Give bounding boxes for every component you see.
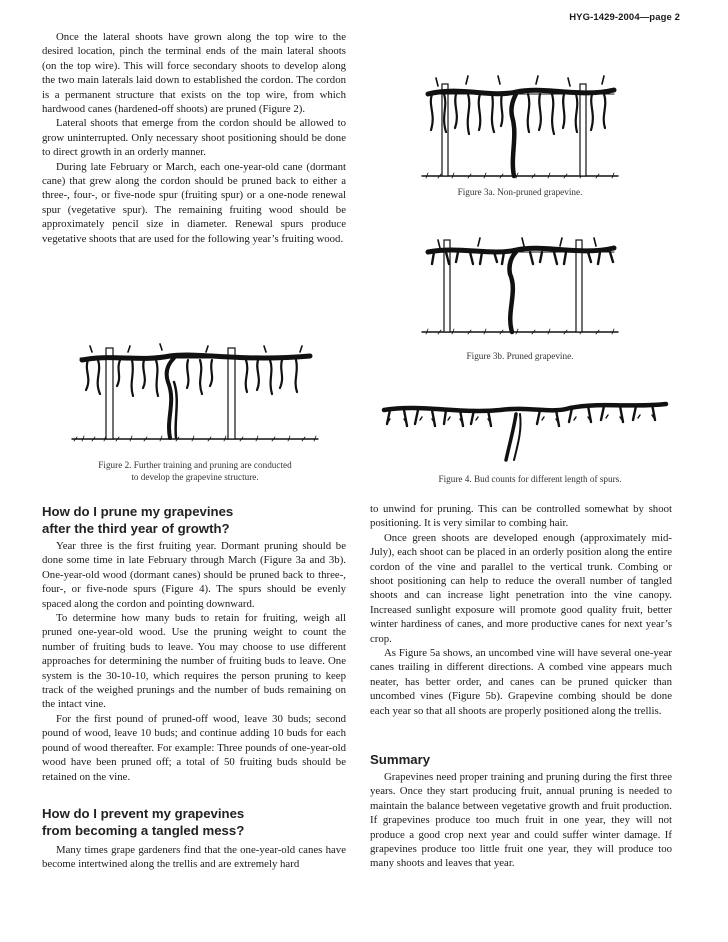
paragraph: Year three is the first fruiting year. Dormant pruning should be done some time in late February through March (Figure 3a and 3b). One-year-old wood (dormant canes) should be pruned back to three-, four-, or five-node spurs (Figure 4). The spurs should be evenly spaced along the cordon and pointing downward.: [42, 540, 346, 610]
heading-line: after the third year of growth?: [42, 521, 230, 536]
paragraph: As Figure 5a shows, an uncombed vine will have several one-year canes trailing in different directions. A combed vine appears much neater, has better order, and canes can be pruned quicker than uncombed vines (Figure 5b). Grapevine combing should be done each year so that all shoots are properly positioned along the trellis.: [370, 647, 672, 717]
heading-line: from becoming a tangled mess?: [42, 823, 245, 838]
section-heading: [42, 805, 346, 839]
section-heading: [42, 503, 346, 537]
figure-2-caption: [60, 459, 330, 483]
paragraph: to unwind for pruning. This can be controlled somewhat by shoot positioning. It is very similar to combing hair.: [370, 503, 672, 530]
figure-3a-caption: Figure 3a. Non-pruned grapevine.: [457, 187, 583, 197]
paragraph: For the first pound of pruned-off wood, leave 30 buds; second pound of wood, leave 10 buds; and continue adding 10 buds for each pound of wood thereafter. For example: Three pounds of one-year-old wood have been pruned off; a total of 50 fruiting buds should be retained on the vine.: [42, 712, 346, 783]
paragraph: Lateral shoots that emerge from the cordon should be allowed to grow uninterrupted. Only necessary shoot positioning should be done to direct growth in an orderly manner.: [42, 117, 346, 159]
section-heading: Summary: [370, 752, 431, 767]
paragraph: Once the lateral shoots have grown along the top wire to the desired location, pinch the terminal ends of the main lateral shoots (on the top wire). This will force secondary shoots to develop along the two main laterals laid down to established the cordon. The cordon is a permanent structure that exists on the top wire, from which hardwood canes (hardened-off shoots) are pruned (Figure 2).: [42, 31, 346, 116]
grapevine-training-drawing: [70, 338, 320, 448]
section-prevent-tangled: [42, 805, 346, 872]
caption-line: to develop the grapevine structure.: [131, 472, 259, 482]
figure-4-caption: Figure 4. Bud counts for different length of spurs.: [438, 474, 622, 484]
figure-3b-illustration: [420, 222, 620, 340]
paragraph: Once green shoots are developed enough (approximately mid-July), each shoot can be placed in an orderly position along the entire cordon of the vine and parallel to the vertical trunk. Combing or shoot positioning can help to reduce the overall number of tangled shoots and can increase light penetration into the vine canopy. Increased sunlight exposure will promote good quality fruit, better winter hardiness of canes, and more productive canes for next year’s crop.: [370, 531, 672, 645]
caption-line: Figure 2. Further training and pruning are conducted: [98, 460, 292, 470]
paragraph: Grapevines need proper training and pruning during the first three years. Once they start producing fruit, annual pruning is needed to maintain the balance between vegetative growth and fruit production. If grapevines produce too much fruit in one year, they will not produce a good crop next year and could suffer winter damage. If grapevines produce too little fruit one year, they will produce too many shoots and leaves that year.: [370, 771, 672, 870]
paragraph: During late February or March, each one-year-old cane (dormant cane) that grew along the cordon should be pruned back to either a three-, four-, or five-node spur (fruiting spur) or a one-node renewal spur (vegetative spur). The remaining fruiting wood should be approximately pencil size in diameter. Renewal spurs produce vegetative shoots that are used for the following year’s fruiting wood.: [42, 160, 346, 245]
heading-line: How do I prune my grapevines: [42, 504, 234, 519]
page-header: HYG-1429-2004—page 2: [569, 12, 680, 23]
paragraph: To determine how many buds to retain for fruiting, weigh all pruned one-year-old wood. Use the pruning weight to count the number of fruiting buds to leave. You may choose to use different approaches for determining the number of fruiting buds to leave. One system is the 30-10-10, which requires the person pruning to keep track of the weighed prunings and the number of buds remaining on the intact vine.: [42, 612, 346, 711]
figure-3a-illustration: [420, 72, 620, 182]
heading-line: How do I prevent my grapevines: [42, 806, 245, 821]
figure-2-illustration: [70, 338, 320, 448]
non-pruned-grapevine-drawing: [420, 72, 620, 182]
section-summary: [370, 751, 672, 871]
pruned-grapevine-drawing: [420, 222, 620, 340]
spur-bud-count-drawing: [380, 392, 670, 464]
paragraph: Many times grape gardeners find that the one-year-old canes have become intertwined along the trellis and are extremely hard: [42, 844, 346, 871]
section-prune-third-year: [42, 503, 346, 784]
figure-4-illustration: [380, 392, 670, 464]
section-prevent-tangled-continued: [370, 502, 672, 718]
figure-3b-caption: Figure 3b. Pruned grapevine.: [466, 351, 574, 361]
left-intro-text: [42, 30, 346, 246]
